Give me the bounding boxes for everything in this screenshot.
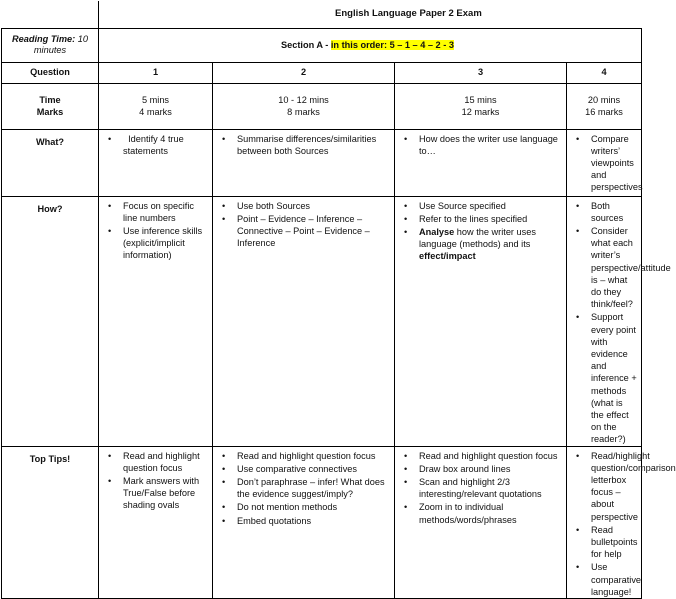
question-3-what [395,129,567,196]
question-2-what [213,129,395,196]
section-dash: - [322,39,331,50]
q2-tip-item: • Read and highlight question focus [217,450,390,462]
q4-tip-item: • Read/highlight question/comparison letterbox focus – about perspective [571,450,637,523]
q2-marks: 8 marks [287,107,320,117]
what-row [2,129,642,196]
q2-tip-item: • Use comparative connectives [217,463,390,475]
section-order-highlight: in this order: 5 – 1 – 4 – 2 - 3 [330,39,454,50]
analyse-bold: Analyse [419,226,455,237]
question-3-number: 3 [395,62,567,83]
question-1-number: 1 [99,62,213,83]
q3-how-analyse-item [399,226,562,263]
question-2-how [213,196,395,446]
question-2-number: 2 [213,62,395,83]
q4-how-item: • Support every point with evidence and inference + methods (what is the effect on the reader?) [571,311,637,445]
q2-time: 10 - 12 mins [278,94,329,105]
q2-tip-item: • Don’t paraphrase – infer! What does the evidence suggest/imply? [217,476,390,500]
q2-what-item: • Summarise differences/similarities between both Sources [217,133,390,157]
q4-how-item: • Consider what each writer’s perspective/attitude is – what do they think/feel? [571,225,637,310]
page-title: English Language Paper 2 Exam [99,1,642,28]
q3-marks: 12 marks [461,107,500,117]
q2-how-item: • Point – Evidence – Inference – Connective – Point – Evidence – Inference [217,213,390,250]
question-1-time-marks [99,83,213,129]
section-label: Section A [281,39,323,50]
analyse-mid: how the writer uses language (methods) and its [419,226,536,250]
question-4-how [567,196,671,446]
question-2-tips [213,446,395,598]
question-2-time-marks [213,83,395,129]
q4-tip-item: • Read bulletpoints for help [571,524,637,561]
title-row [2,1,642,28]
how-row [2,196,642,446]
q4-what-item: • Compare writers’ viewpoints and perspectives [571,133,637,194]
effect-impact-bold: effect/impact [419,251,476,262]
q2-tip-item: • Embed quotations [217,515,390,527]
q3-how-item: • Refer to the lines specified [399,213,562,225]
reading-time-label: Reading Time: [12,34,76,44]
question-4-time-marks [567,83,642,129]
exam-plan-table [1,1,676,599]
q1-marks: 4 marks [139,107,172,117]
question-1-how [99,196,213,446]
reading-time-cell [2,28,99,62]
q3-tip-item: • Read and highlight question focus [399,450,562,462]
title-blank-cell [2,1,99,28]
question-1-what [99,129,213,196]
q1-how-item: • Use inference skills (explicit/implicit information) [103,225,208,262]
reading-time-value: 10 minutes [33,34,88,55]
q3-tip-item: • Draw box around lines [399,463,562,475]
q1-how-item: • Focus on specific line numbers [103,200,208,224]
question-3-tips [395,446,567,598]
q4-time: 20 mins [587,94,621,105]
q4-how-item: • Both sources [571,200,637,224]
q3-how-item: • Use Source specified [399,200,562,212]
q2-tip-item: • Do not mention methods [217,501,390,513]
q4-tip-item: • Use comparative language! [571,561,637,598]
tips-row [2,446,642,598]
marks-label: Marks [36,107,64,117]
q1-tip-item: • Read and highlight question focus [103,450,208,474]
section-row [2,28,642,62]
how-label: How? [2,196,99,446]
question-label: Question [2,62,99,83]
section-cell [99,28,642,62]
q3-what-item: • How does the writer use language to… [399,133,562,157]
q1-time: 5 mins [141,94,170,105]
time-label: Time [39,94,61,105]
q3-tip-item: • Zoom in to individual methods/words/phrases [399,501,562,525]
question-1-tips [99,446,213,598]
question-row [2,62,642,83]
time-marks-row [2,83,642,129]
time-marks-label [2,83,99,129]
question-4-what [567,129,642,196]
q1-what-item: • Identify 4 true statements [103,133,208,157]
q1-tip-item: • Mark answers with True/False before shading ovals [103,475,208,512]
q3-time: 15 mins [464,94,497,105]
q3-tip-item: • Scan and highlight 2/3 interesting/relevant quotations [399,476,562,500]
question-3-how [395,196,567,446]
question-4-tips [567,446,676,598]
question-3-time-marks [395,83,567,129]
q4-marks: 16 marks [585,107,623,117]
question-4-number: 4 [567,62,642,83]
what-label: What? [2,129,99,196]
q2-how-item: • Use both Sources [217,200,390,212]
top-tips-label: Top Tips! [2,446,99,598]
